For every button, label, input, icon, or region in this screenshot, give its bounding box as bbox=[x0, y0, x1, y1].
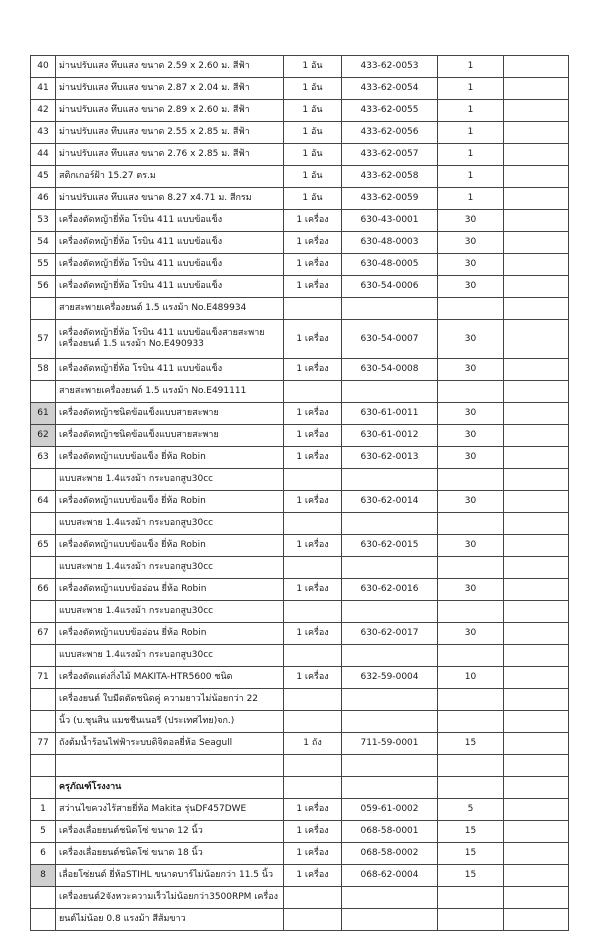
item-description: สายสะพายเครื่องยนต์ 1.5 แรงม้า No.E491111 bbox=[56, 381, 284, 403]
table-row bbox=[31, 667, 569, 689]
item-useful-life: 30 bbox=[438, 276, 504, 298]
item-note bbox=[504, 909, 569, 931]
item-note bbox=[504, 254, 569, 276]
item-asset-code: 630-62-0014 bbox=[342, 491, 438, 513]
item-description: เครื่องตัดแต่งกิ่งไม้ MAKITA-HTR5600 ชนิด bbox=[56, 667, 284, 689]
item-description: เครื่องตัดหญ้ายี่ห้อ โรบิน 411 แบบข้อแข็ง bbox=[56, 210, 284, 232]
item-description: เครื่องตัดหญ้ายี่ห้อ โรบิน 411 แบบข้อแข็ง bbox=[56, 276, 284, 298]
item-note bbox=[504, 865, 569, 887]
item-quantity: 1 เครื่อง bbox=[284, 865, 342, 887]
item-number: 62 bbox=[31, 425, 56, 447]
item-description: เครื่องตัดหญ้าแบบข้อแข็ง ยี่ห้อ Robin bbox=[56, 447, 284, 469]
item-asset-code: 630-54-0006 bbox=[342, 276, 438, 298]
item-asset-code: 433-62-0054 bbox=[342, 78, 438, 100]
item-note bbox=[504, 733, 569, 755]
item-useful-life bbox=[438, 513, 504, 535]
item-number: 64 bbox=[31, 491, 56, 513]
table-row bbox=[31, 865, 569, 887]
item-asset-code bbox=[342, 601, 438, 623]
item-quantity: 1 ถัง bbox=[284, 733, 342, 755]
item-quantity: 1 เครื่อง bbox=[284, 623, 342, 645]
item-asset-code bbox=[342, 711, 438, 733]
item-asset-code: 630-48-0003 bbox=[342, 232, 438, 254]
asset-register-sheet bbox=[30, 55, 568, 931]
item-note bbox=[504, 755, 569, 777]
item-note bbox=[504, 425, 569, 447]
item-useful-life: 30 bbox=[438, 579, 504, 601]
item-note bbox=[504, 469, 569, 491]
item-quantity: 1 อัน bbox=[284, 188, 342, 210]
item-description: เครื่องตัดหญ้ายี่ห้อ โรบิน 411 แบบข้อแข็ง bbox=[56, 232, 284, 254]
item-description: ถังต้มน้ำร้อนไฟฟ้าระบบดิจิตอลยี่ห้อ Seagull bbox=[56, 733, 284, 755]
table-row bbox=[31, 122, 569, 144]
item-useful-life: 30 bbox=[438, 491, 504, 513]
item-useful-life: 1 bbox=[438, 144, 504, 166]
item-note bbox=[504, 887, 569, 909]
item-number bbox=[31, 469, 56, 491]
item-useful-life bbox=[438, 711, 504, 733]
item-description: ม่านปรับแสง ทึบแสง ขนาด 2.59 x 2.60 ม. สีฟ้า bbox=[56, 56, 284, 78]
item-useful-life: 10 bbox=[438, 667, 504, 689]
item-note bbox=[504, 821, 569, 843]
item-description: เครื่องตัดหญ้าแบบข้ออ่อน ยี่ห้อ Robin bbox=[56, 623, 284, 645]
table-row bbox=[31, 491, 569, 513]
item-quantity: 1 เครื่อง bbox=[284, 843, 342, 865]
item-number bbox=[31, 711, 56, 733]
item-quantity: 1 อัน bbox=[284, 144, 342, 166]
item-description: สติกเกอร์ฝ้า 15.27 ตร.ม bbox=[56, 166, 284, 188]
item-note bbox=[504, 232, 569, 254]
item-number bbox=[31, 513, 56, 535]
item-asset-code bbox=[342, 755, 438, 777]
item-useful-life: 1 bbox=[438, 166, 504, 188]
item-note bbox=[504, 535, 569, 557]
item-note bbox=[504, 667, 569, 689]
item-description: แบบสะพาย 1.4แรงม้า กระบอกสูบ30cc bbox=[56, 557, 284, 579]
table-row bbox=[31, 601, 569, 623]
item-quantity: 1 เครื่อง bbox=[284, 821, 342, 843]
item-asset-code: 630-54-0008 bbox=[342, 359, 438, 381]
item-useful-life: 1 bbox=[438, 56, 504, 78]
table-row bbox=[31, 403, 569, 425]
item-number: 57 bbox=[31, 320, 56, 359]
table-row bbox=[31, 623, 569, 645]
item-note bbox=[504, 513, 569, 535]
table-row bbox=[31, 733, 569, 755]
item-number: 43 bbox=[31, 122, 56, 144]
item-asset-code: 630-54-0007 bbox=[342, 320, 438, 359]
item-useful-life bbox=[438, 601, 504, 623]
item-asset-code: 059-61-0002 bbox=[342, 799, 438, 821]
item-asset-code: 630-62-0016 bbox=[342, 579, 438, 601]
table-row bbox=[31, 359, 569, 381]
item-useful-life: 15 bbox=[438, 821, 504, 843]
item-number: 56 bbox=[31, 276, 56, 298]
item-description: เครื่องยนต์2จังหวะความเร็วไม่น้อยกว่า3500RPM เครื่อง bbox=[56, 887, 284, 909]
item-quantity: 1 เครื่อง bbox=[284, 254, 342, 276]
item-asset-code: 630-61-0012 bbox=[342, 425, 438, 447]
item-note bbox=[504, 623, 569, 645]
item-note bbox=[504, 711, 569, 733]
item-useful-life: 15 bbox=[438, 865, 504, 887]
table-row bbox=[31, 843, 569, 865]
item-useful-life bbox=[438, 381, 504, 403]
item-number: 1 bbox=[31, 799, 56, 821]
item-description: นิ้ว (บ.ชุนสิน แมชชีนเนอรี (ประเทศไทย)จก.) bbox=[56, 711, 284, 733]
item-number: 8 bbox=[31, 865, 56, 887]
item-asset-code bbox=[342, 469, 438, 491]
item-asset-code: 433-62-0059 bbox=[342, 188, 438, 210]
item-quantity: 1 อัน bbox=[284, 56, 342, 78]
item-number: 58 bbox=[31, 359, 56, 381]
item-quantity bbox=[284, 469, 342, 491]
item-note bbox=[504, 359, 569, 381]
table-row bbox=[31, 557, 569, 579]
item-useful-life: 1 bbox=[438, 122, 504, 144]
item-number bbox=[31, 755, 56, 777]
item-useful-life bbox=[438, 469, 504, 491]
item-asset-code bbox=[342, 298, 438, 320]
item-number bbox=[31, 601, 56, 623]
item-quantity: 1 เครื่อง bbox=[284, 535, 342, 557]
item-number bbox=[31, 777, 56, 799]
item-quantity: 1 อัน bbox=[284, 122, 342, 144]
item-number: 54 bbox=[31, 232, 56, 254]
item-number: 67 bbox=[31, 623, 56, 645]
item-quantity: 1 อัน bbox=[284, 100, 342, 122]
item-number: 44 bbox=[31, 144, 56, 166]
item-useful-life bbox=[438, 755, 504, 777]
item-note bbox=[504, 122, 569, 144]
item-number: 66 bbox=[31, 579, 56, 601]
item-note bbox=[504, 56, 569, 78]
item-quantity: 1 อัน bbox=[284, 166, 342, 188]
item-number bbox=[31, 645, 56, 667]
item-note bbox=[504, 188, 569, 210]
table-row bbox=[31, 56, 569, 78]
item-number bbox=[31, 909, 56, 931]
table-row bbox=[31, 320, 569, 359]
item-quantity: 1 เครื่อง bbox=[284, 359, 342, 381]
item-asset-code: 433-62-0058 bbox=[342, 166, 438, 188]
item-description: เครื่องตัดหญ้ายี่ห้อ โรบิน 411 แบบข้อแข็ง bbox=[56, 254, 284, 276]
item-asset-code bbox=[342, 909, 438, 931]
item-quantity bbox=[284, 298, 342, 320]
item-useful-life: 30 bbox=[438, 447, 504, 469]
item-useful-life bbox=[438, 645, 504, 667]
item-useful-life: 30 bbox=[438, 232, 504, 254]
item-useful-life: 30 bbox=[438, 210, 504, 232]
item-asset-code: 630-62-0013 bbox=[342, 447, 438, 469]
item-quantity bbox=[284, 381, 342, 403]
item-description: เครื่องตัดหญ้าแบบข้ออ่อน ยี่ห้อ Robin bbox=[56, 579, 284, 601]
item-asset-code: 630-48-0005 bbox=[342, 254, 438, 276]
item-useful-life: 1 bbox=[438, 100, 504, 122]
item-number bbox=[31, 689, 56, 711]
item-asset-code bbox=[342, 777, 438, 799]
item-description: เครื่องเลื่อยยนต์ชนิดโซ่ ขนาด 18 นิ้ว bbox=[56, 843, 284, 865]
table-row bbox=[31, 78, 569, 100]
table-row bbox=[31, 821, 569, 843]
item-quantity: 1 เครื่อง bbox=[284, 425, 342, 447]
item-description: เครื่องตัดหญ้าแบบข้อแข็ง ยี่ห้อ Robin bbox=[56, 535, 284, 557]
item-asset-code bbox=[342, 513, 438, 535]
item-description: สว่านไขควงไร้สายยี่ห้อ Makita รุ่นDF457DWE bbox=[56, 799, 284, 821]
item-description: เครื่องยนต์ ใบมีดตัดชนิดคู่ ความยาวไม่น้อยกว่า 22 bbox=[56, 689, 284, 711]
item-note bbox=[504, 320, 569, 359]
item-description: เครื่องเลื่อยยนต์ชนิดโซ่ ขนาด 12 นิ้ว bbox=[56, 821, 284, 843]
item-quantity bbox=[284, 601, 342, 623]
item-quantity bbox=[284, 711, 342, 733]
table-row bbox=[31, 210, 569, 232]
item-note bbox=[504, 78, 569, 100]
item-description: เครื่องตัดหญ้ายี่ห้อ โรบิน 411 แบบข้อแข็งสายสะพาย เครื่องยนต์ 1.5 แรงม้า No.E490933 bbox=[56, 320, 284, 359]
item-description: ม่านปรับแสง ทึบแสง ขนาด 2.76 x 2.85 ม. สีฟ้า bbox=[56, 144, 284, 166]
item-asset-code: 433-62-0053 bbox=[342, 56, 438, 78]
item-number bbox=[31, 298, 56, 320]
item-note bbox=[504, 557, 569, 579]
item-asset-code bbox=[342, 689, 438, 711]
table-row bbox=[31, 144, 569, 166]
table-row bbox=[31, 298, 569, 320]
item-note bbox=[504, 144, 569, 166]
item-asset-code: 630-62-0015 bbox=[342, 535, 438, 557]
table-row bbox=[31, 232, 569, 254]
item-note bbox=[504, 491, 569, 513]
item-asset-code: 711-59-0001 bbox=[342, 733, 438, 755]
item-useful-life bbox=[438, 777, 504, 799]
item-description: เครื่องตัดหญ้าชนิดข้อแข็งแบบสายสะพาย bbox=[56, 403, 284, 425]
item-asset-code bbox=[342, 645, 438, 667]
item-asset-code bbox=[342, 557, 438, 579]
item-description: ม่านปรับแสง ทึบแสง ขนาด 2.87 x 2.04 ม. สีฟ้า bbox=[56, 78, 284, 100]
item-description: เครื่องตัดหญ้าชนิดข้อแข็งแบบสายสะพาย bbox=[56, 425, 284, 447]
table-row bbox=[31, 645, 569, 667]
item-useful-life: 15 bbox=[438, 843, 504, 865]
item-description: สายสะพายเครื่องยนต์ 1.5 แรงม้า No.E489934 bbox=[56, 298, 284, 320]
item-asset-code: 632-59-0004 bbox=[342, 667, 438, 689]
item-useful-life bbox=[438, 909, 504, 931]
item-quantity: 1 เครื่อง bbox=[284, 799, 342, 821]
item-asset-code: 068-58-0001 bbox=[342, 821, 438, 843]
item-note bbox=[504, 689, 569, 711]
item-asset-code: 630-43-0001 bbox=[342, 210, 438, 232]
item-number: 45 bbox=[31, 166, 56, 188]
item-useful-life: 1 bbox=[438, 78, 504, 100]
item-asset-code: 433-62-0055 bbox=[342, 100, 438, 122]
item-number: 65 bbox=[31, 535, 56, 557]
item-description: แบบสะพาย 1.4แรงม้า กระบอกสูบ30cc bbox=[56, 513, 284, 535]
item-number: 6 bbox=[31, 843, 56, 865]
item-asset-code: 630-61-0011 bbox=[342, 403, 438, 425]
table-row bbox=[31, 535, 569, 557]
item-description: เครื่องตัดหญ้ายี่ห้อ โรบิน 411 แบบข้อแข็ง bbox=[56, 359, 284, 381]
item-number bbox=[31, 887, 56, 909]
item-quantity bbox=[284, 645, 342, 667]
asset-table bbox=[30, 55, 569, 931]
item-quantity: 1 เครื่อง bbox=[284, 579, 342, 601]
table-row bbox=[31, 166, 569, 188]
item-quantity: 1 เครื่อง bbox=[284, 276, 342, 298]
item-useful-life bbox=[438, 887, 504, 909]
item-quantity: 1 เครื่อง bbox=[284, 667, 342, 689]
item-quantity bbox=[284, 777, 342, 799]
item-quantity bbox=[284, 887, 342, 909]
item-description bbox=[56, 755, 284, 777]
item-quantity bbox=[284, 755, 342, 777]
item-number: 42 bbox=[31, 100, 56, 122]
item-note bbox=[504, 843, 569, 865]
item-note bbox=[504, 403, 569, 425]
item-useful-life: 30 bbox=[438, 320, 504, 359]
item-quantity: 1 เครื่อง bbox=[284, 403, 342, 425]
item-useful-life: 15 bbox=[438, 733, 504, 755]
item-description: เครื่องตัดหญ้าแบบข้อแข็ง ยี่ห้อ Robin bbox=[56, 491, 284, 513]
item-useful-life: 30 bbox=[438, 359, 504, 381]
item-asset-code: 433-62-0057 bbox=[342, 144, 438, 166]
item-useful-life bbox=[438, 298, 504, 320]
item-note bbox=[504, 447, 569, 469]
item-asset-code: 433-62-0056 bbox=[342, 122, 438, 144]
item-description: เลื่อยโซ่ยนต์ ยี่ห้อSTIHL ขนาดบาร์ไม่น้อยกว่า 11.5 นิ้ว bbox=[56, 865, 284, 887]
item-note bbox=[504, 579, 569, 601]
item-quantity bbox=[284, 557, 342, 579]
item-quantity bbox=[284, 909, 342, 931]
item-note bbox=[504, 601, 569, 623]
table-row bbox=[31, 254, 569, 276]
item-quantity: 1 เครื่อง bbox=[284, 232, 342, 254]
item-number: 55 bbox=[31, 254, 56, 276]
item-description: ยนต์ไม่น้อย 0.8 แรงม้า สีส้มขาว bbox=[56, 909, 284, 931]
table-row bbox=[31, 381, 569, 403]
table-row bbox=[31, 755, 569, 777]
item-asset-code bbox=[342, 887, 438, 909]
item-number: 40 bbox=[31, 56, 56, 78]
item-number bbox=[31, 557, 56, 579]
item-description: ม่านปรับแสง ทึบแสง ขนาด 8.27 x4.71 ม. สีกรม bbox=[56, 188, 284, 210]
item-number: 71 bbox=[31, 667, 56, 689]
item-quantity bbox=[284, 689, 342, 711]
table-row bbox=[31, 909, 569, 931]
item-number: 41 bbox=[31, 78, 56, 100]
item-useful-life: 5 bbox=[438, 799, 504, 821]
item-useful-life: 1 bbox=[438, 188, 504, 210]
item-number: 53 bbox=[31, 210, 56, 232]
item-description: ม่านปรับแสง ทึบแสง ขนาด 2.55 x 2.85 ม. สีฟ้า bbox=[56, 122, 284, 144]
item-useful-life: 30 bbox=[438, 623, 504, 645]
item-note bbox=[504, 166, 569, 188]
item-quantity: 1 เครื่อง bbox=[284, 447, 342, 469]
item-note bbox=[504, 210, 569, 232]
item-description: แบบสะพาย 1.4แรงม้า กระบอกสูบ30cc bbox=[56, 601, 284, 623]
item-asset-code bbox=[342, 381, 438, 403]
item-useful-life: 30 bbox=[438, 254, 504, 276]
table-row bbox=[31, 100, 569, 122]
item-note bbox=[504, 276, 569, 298]
item-number: 63 bbox=[31, 447, 56, 469]
item-note bbox=[504, 298, 569, 320]
item-quantity: 1 เครื่อง bbox=[284, 320, 342, 359]
item-useful-life: 30 bbox=[438, 535, 504, 557]
item-number: 61 bbox=[31, 403, 56, 425]
item-description: ม่านปรับแสง ทึบแสง ขนาด 2.89 x 2.60 ม. สีฟ้า bbox=[56, 100, 284, 122]
item-number: 77 bbox=[31, 733, 56, 755]
table-row bbox=[31, 513, 569, 535]
table-row bbox=[31, 887, 569, 909]
item-quantity: 1 อัน bbox=[284, 78, 342, 100]
item-useful-life bbox=[438, 689, 504, 711]
table-row bbox=[31, 447, 569, 469]
item-asset-code: 630-62-0017 bbox=[342, 623, 438, 645]
section-header-row bbox=[31, 777, 569, 799]
item-quantity: 1 เครื่อง bbox=[284, 491, 342, 513]
table-row bbox=[31, 579, 569, 601]
table-row bbox=[31, 469, 569, 491]
table-row bbox=[31, 276, 569, 298]
item-quantity bbox=[284, 513, 342, 535]
item-number: 46 bbox=[31, 188, 56, 210]
table-row bbox=[31, 711, 569, 733]
asset-table-body bbox=[31, 56, 569, 931]
table-row bbox=[31, 689, 569, 711]
item-description: แบบสะพาย 1.4แรงม้า กระบอกสูบ30cc bbox=[56, 645, 284, 667]
item-useful-life bbox=[438, 557, 504, 579]
item-note bbox=[504, 799, 569, 821]
table-row bbox=[31, 188, 569, 210]
item-description: ครุภัณฑ์โรงงาน bbox=[56, 777, 284, 799]
item-number: 5 bbox=[31, 821, 56, 843]
item-asset-code: 068-58-0002 bbox=[342, 843, 438, 865]
table-row bbox=[31, 425, 569, 447]
item-note bbox=[504, 777, 569, 799]
item-number bbox=[31, 381, 56, 403]
item-useful-life: 30 bbox=[438, 403, 504, 425]
item-useful-life: 30 bbox=[438, 425, 504, 447]
item-asset-code: 068-62-0004 bbox=[342, 865, 438, 887]
item-note bbox=[504, 100, 569, 122]
item-note bbox=[504, 381, 569, 403]
table-row bbox=[31, 799, 569, 821]
item-note bbox=[504, 645, 569, 667]
item-quantity: 1 เครื่อง bbox=[284, 210, 342, 232]
item-description: แบบสะพาย 1.4แรงม้า กระบอกสูบ30cc bbox=[56, 469, 284, 491]
